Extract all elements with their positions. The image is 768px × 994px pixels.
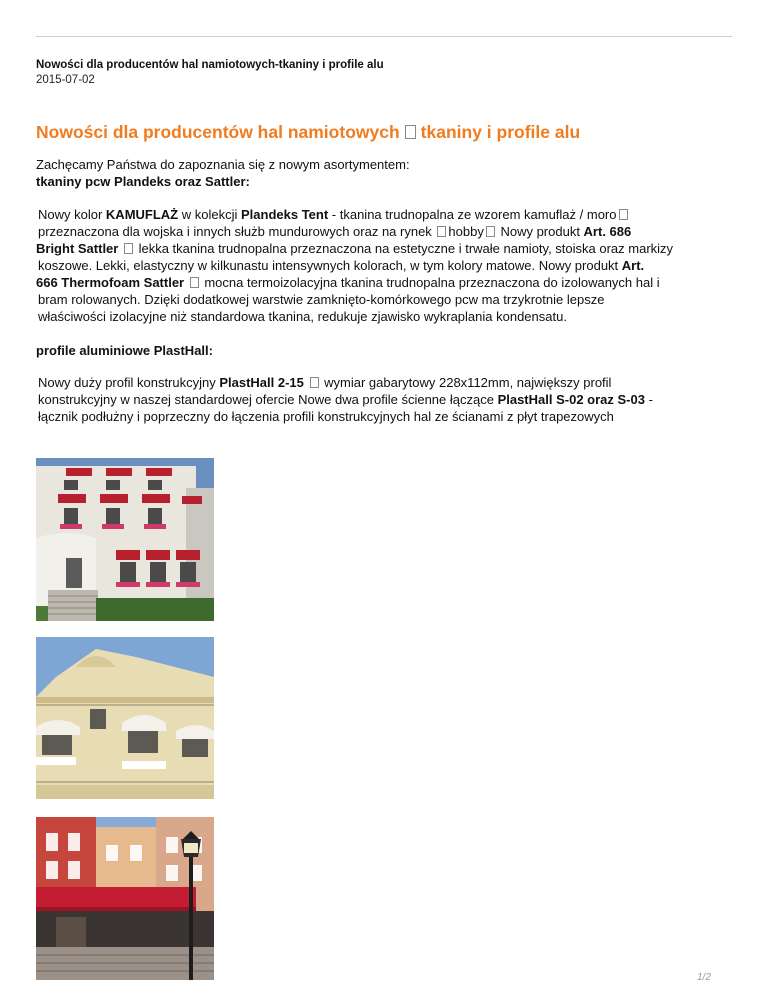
fabrics-line-5 — [36, 274, 736, 291]
text-run-bold: Art. 686 — [583, 224, 632, 239]
text-run: Nowy duży profil konstrukcyjny — [38, 375, 220, 390]
text-run: konstrukcyjny w naszej standardowej ofercie Nowe dwa profile ścienne łączące — [38, 392, 498, 407]
profiles-line-3: łącznik podłużny i poprzeczny do łączenia profili konstrukcyjnych hal ze ścianami z płyt trapezowych — [38, 409, 614, 424]
photo-ornate-building — [36, 637, 214, 799]
fabrics-line-4 — [36, 257, 736, 274]
text-run: lekka tkanina trudnopalna przeznaczona na estetyczne i trwałe namioty, stoiska oraz markizy — [134, 241, 674, 256]
fabrics-paragraph — [36, 206, 736, 325]
missing-glyph-icon — [124, 243, 133, 254]
profiles-line-1 — [36, 374, 736, 391]
text-run: przeznaczona dla wojska i innych służb mundurowych oraz na rynek — [38, 224, 436, 239]
article-title — [36, 122, 580, 143]
article-title-part-1: Nowości dla producentów hal namiotowych — [36, 122, 400, 142]
missing-glyph-icon — [190, 277, 199, 288]
missing-glyph-icon — [405, 125, 416, 139]
missing-glyph-icon — [437, 226, 446, 237]
text-run: mocna termoizolacyjna tkanina trudnopalna przeznaczona do izolowanych hal i — [200, 275, 660, 290]
photo-hotel-red-awnings — [36, 458, 214, 621]
text-run-bold: Art. — [621, 258, 645, 273]
text-run: hobby — [448, 224, 484, 239]
document-header-title: Nowości dla producentów hal namiotowych-tkaniny i profile alu — [36, 59, 384, 71]
text-run-bold: Plandeks Tent — [241, 207, 329, 222]
intro-text: Zachęcamy Państwa do zapoznania się z nowym asortymentem: — [36, 157, 410, 172]
article-title-part-2: tkaniny i profile alu — [420, 122, 581, 142]
fabrics-line-2 — [36, 223, 736, 240]
fabrics-line-1 — [36, 206, 736, 223]
text-run: w kolekcji — [178, 207, 241, 222]
document-date: 2015-07-02 — [36, 74, 95, 86]
text-run-bold: PlastHall S-02 oraz S-03 — [497, 392, 645, 407]
text-run: - tkanina trudnopalna ze wzorem kamuflaż / moro — [328, 207, 617, 222]
missing-glyph-icon — [310, 377, 319, 388]
text-run-bold: KAMUFLAŻ — [105, 207, 179, 222]
fabrics-heading: tkaniny pcw Plandeks oraz Sattler: — [36, 174, 250, 189]
text-run: koszowe. Lekki, elastyczny w kilkunastu intensywnych kolorach, w tym kolory matowe. Nowy produkt — [38, 258, 622, 273]
profiles-paragraph — [36, 374, 736, 425]
missing-glyph-icon — [486, 226, 495, 237]
fabrics-line-7: właściwości izolacyjne niż standardowa tkanina, redukuje zjawisko wykraplania kondensatu. — [38, 309, 567, 324]
page-number: 1/2 — [697, 972, 711, 983]
photo-townhouses-street — [36, 817, 214, 980]
fabrics-line-3 — [36, 240, 736, 257]
fabrics-line-6: bram rolowanych. Dzięki dodatkowej warstwie zamknięto-komórkowego pcw ma trzykrotnie lepsze — [38, 292, 605, 307]
text-run: wymiar gabarytowy 228x112mm, największy profil — [320, 375, 612, 390]
intro-paragraph — [36, 156, 736, 190]
missing-glyph-icon — [619, 209, 628, 220]
text-run-bold: Bright Sattler — [36, 241, 119, 256]
header-divider — [36, 36, 732, 37]
text-run-bold: PlastHall 2-15 — [219, 375, 304, 390]
text-run-bold: 666 Thermofoam Sattler — [36, 275, 185, 290]
profiles-heading: profile aluminiowe PlastHall: — [36, 343, 213, 358]
text-run: Nowy kolor — [38, 207, 106, 222]
text-run: - — [644, 392, 653, 407]
text-run: Nowy produkt — [496, 224, 584, 239]
profiles-line-2 — [36, 391, 736, 408]
